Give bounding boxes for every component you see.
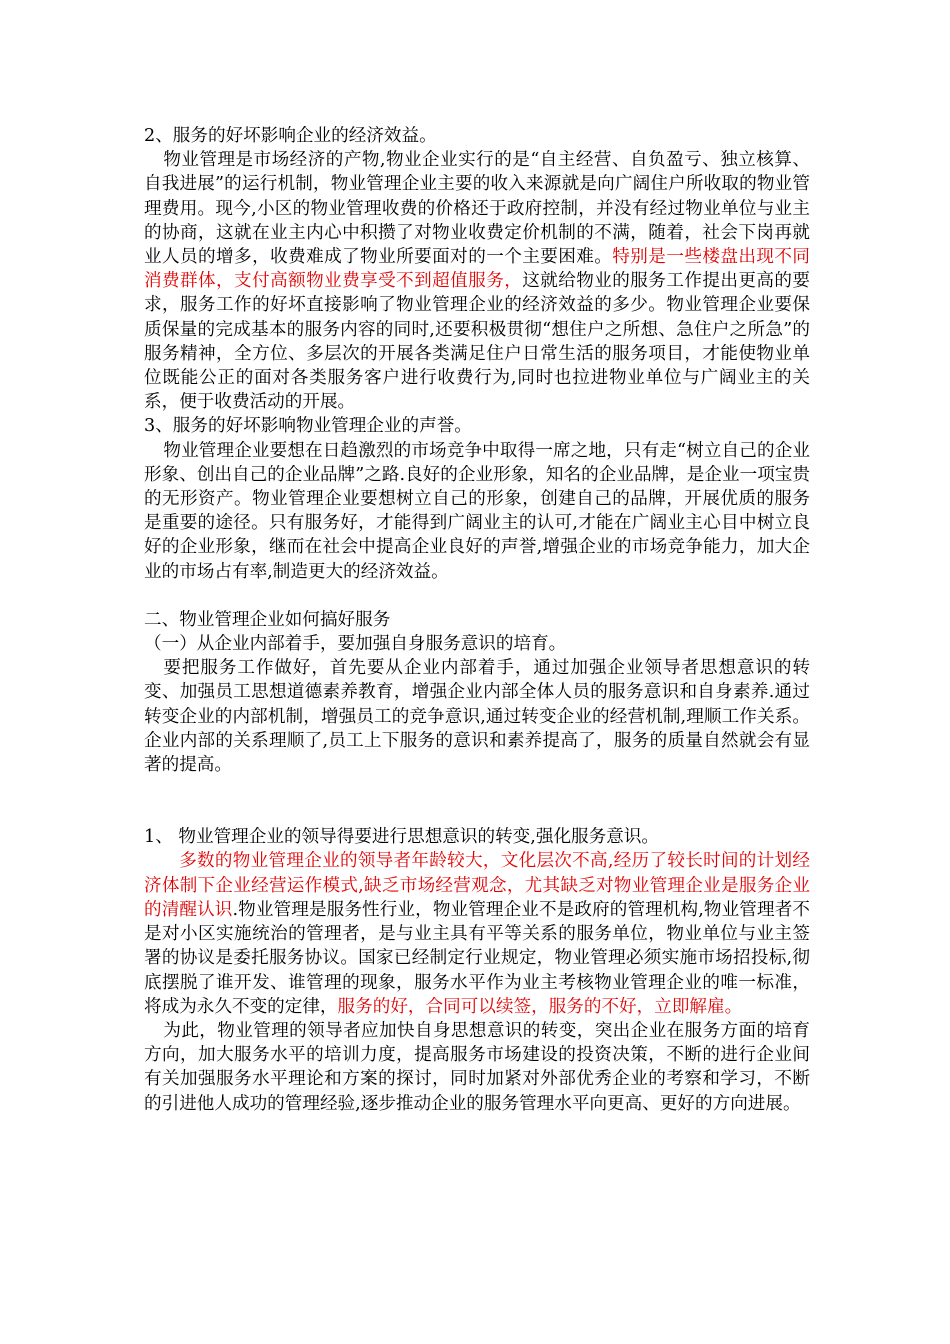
paragraph-internal: 要把服务工作做好，首先要从企业内部着手，通过加强企业领导者思想意识的转变、加强员工思想道德素养教育，增强企业内部全体人员的服务意识和自身素养.通过转变企业的内部机制，增强员工的竞争意识,通过转变企业的经营机制,理顺工作关系。企业内部的关系理顺了,员工上下服务的意识和素养提高了，服务的质量自然就会有显著的提高。 bbox=[144, 658, 810, 776]
paragraph-economic-benefit bbox=[144, 148, 810, 414]
highlighted-text: 特别是一些楼盘出现不同消费群体，支付高额物业费享受不到超值服务， bbox=[144, 247, 810, 292]
paragraph-leadership bbox=[144, 849, 810, 1018]
paragraph-text: 这就给物业的服务工作提出更高的要求，服务工作的好坏直接影响了物业管理企业的经济效益的多少。物业管理企业要保质保量的完成基本的服务内容的同时,还要积极贯彻“想住户之所想、急住户之所急”的服务精神，全方位、多层次的开展各类满足住户日常生活的服务项目，才能使物业单位既能公正的面对各类服务客户进行收费行为,同时也拉进物业单位与广阔业主的关系，便于收费活动的开展。 bbox=[144, 271, 810, 413]
section-heading-leadership: 1、 物业管理企业的领导得要进行思想意识的转变,强化服务意识。 bbox=[144, 827, 660, 848]
subsection-heading: （一）从企业内部着手，要加强自身服务意识的培育。 bbox=[144, 634, 567, 655]
document-page bbox=[144, 124, 810, 1116]
paragraph-text: .物业管理是服务性行业，物业管理企业不是政府的管理机构,物业管理者不是对小区实施统治的管理者，是与业主具有平等关系的服务单位，物业单位与业主签署的协议是委托服务协议。国家已经制定行业规定，物业管理必须实施市场招投标,彻底摆脱了谁开发、谁管理的现象，服务水平作为业主考核物业管理企业的唯一标准，将成为永久不变的定律， bbox=[144, 899, 810, 1017]
section-heading-economic-benefit: 2、服务的好坏影响企业的经济效益。 bbox=[144, 126, 437, 146]
blank-line bbox=[144, 777, 810, 825]
section-heading-reputation: 3、服务的好坏影响物业管理企业的声誉。 bbox=[144, 416, 472, 437]
paragraph-leader-transformation: 为此，物业管理的领导者应加快自身思想意识的转变，突出企业在服务方面的培育方向，加大服务水平的培训力度，提高服务市场建设的投资决策，不断的进行企业间有关加强服务水平理论和方案的探讨，同时加紧对外部优秀企业的考察和学习，不断的引进他人成功的管理经验,逐步推动企业的服务管理水平向更高、更好的方向进展。 bbox=[144, 1020, 810, 1114]
highlighted-text: 多数的物业管理企业的领导者年龄较大，文化层次不高,经历了较长时间的计划经济体制下企业经营运作模式,缺乏市场经营观念，尤其缺乏对物业管理企业是服务企业的清醒认识 bbox=[144, 851, 810, 920]
paragraph-text: 物业管理是市场经济的产物,物业企业实行的是“自主经营、自负盈亏、独立核算、自我进展”的运行机制，物业管理企业主要的收入来源就是向广阔住户所收取的物业管理费用。现今,小区的物业管理收费的价格还于政府控制，并没有经过物业单位与业主的协商，这就在业主内心中积攒了对物业收费定价机制的不满，随着，社会下岗再就业人员的增多，收费难成了物业所要面对的一个主要困难。 bbox=[144, 150, 810, 268]
paragraph-reputation: 物业管理企业要想在日趋激烈的市场竞争中取得一席之地，只有走“树立自己的企业形象、创出自己的企业品牌”之路.良好的企业形象，知名的企业品牌，是企业一项宝贵的无形资产。物业管理企业要想树立自己的形象，创建自己的品牌，开展优质的服务是重要的途径。只有服务好，才能得到广阔业主的认可,才能在广阔业主心目中树立良好的企业形象，继而在社会中提高企业良好的声誉,增强企业的市场竞争能力，加大企业的市场占有率,制造更大的经济效益。 bbox=[144, 440, 810, 582]
highlighted-text: 服务的好，合同可以续签，服务的不好，立即解雇。 bbox=[337, 996, 743, 1017]
blank-line bbox=[144, 584, 810, 608]
chapter-heading: 二、物业管理企业如何搞好服务 bbox=[144, 609, 391, 630]
